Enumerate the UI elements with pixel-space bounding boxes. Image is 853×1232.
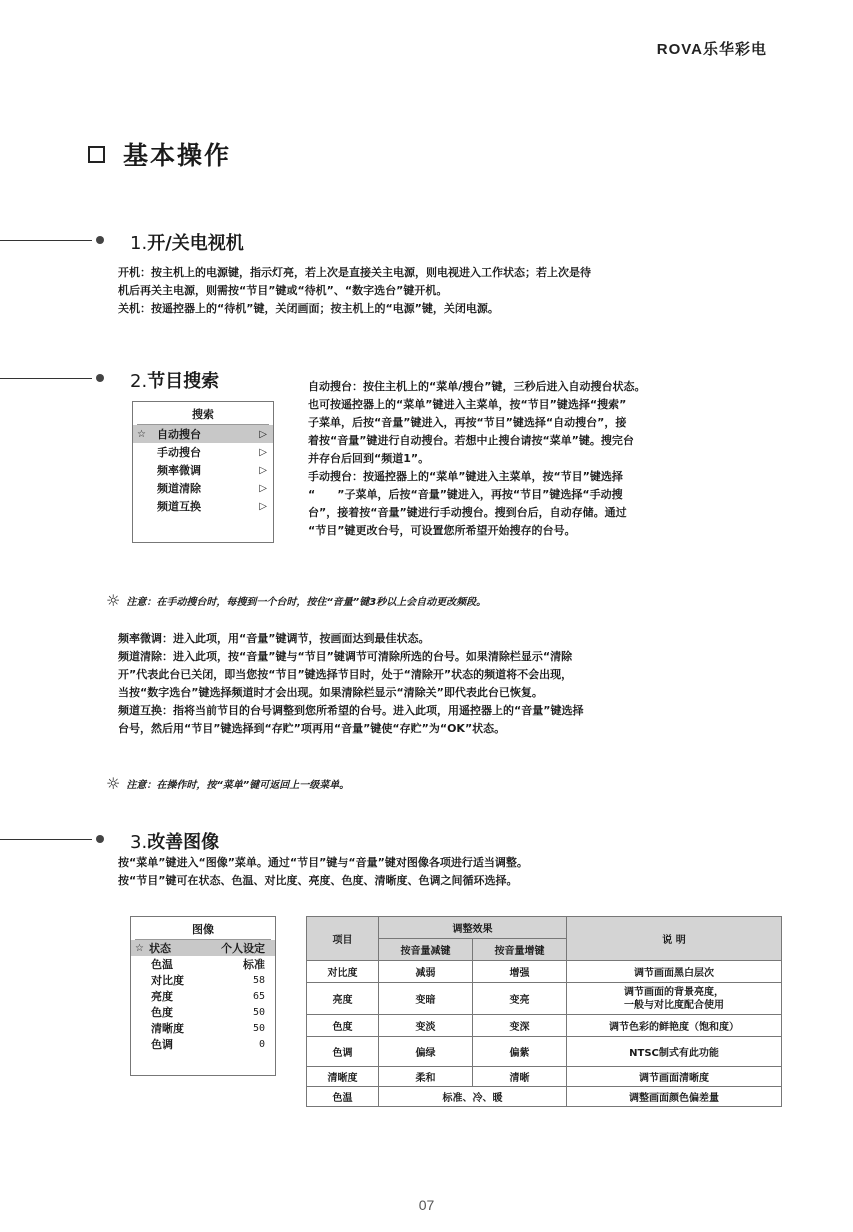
text-line: 开”代表此台已关闭，即当您按“节目”键选择节目时，处于“清除开”状态的频道将不会出现，: [118, 668, 573, 681]
table-cell: 清晰: [473, 1067, 567, 1087]
section-2-bullet-icon: [96, 374, 104, 382]
text-line: 频道清除：进入此项，按“音量”键与“节目”键调节可清除所选的台号。如果清除栏显示“清除: [118, 650, 573, 663]
table-row: [307, 1037, 782, 1067]
arrow-right-icon: ▷: [259, 464, 267, 476]
section-3-bullet-icon: [96, 835, 104, 843]
menu-item-manual-search[interactable]: [133, 443, 273, 461]
table-row: [307, 1087, 782, 1107]
image-menu-value: 50: [252, 1006, 265, 1018]
note-1-text: 注意：在手动搜台时，每搜到一个台时，按住“音量”键3秒以上会自动更改频段。: [126, 597, 487, 608]
section-2-title: [130, 367, 219, 393]
text-line: 频率微调：进入此项，用“音量”键调节，按画面达到最佳状态。: [118, 632, 430, 645]
section-2-details: [118, 630, 798, 738]
arrow-right-icon: ▷: [259, 500, 267, 512]
section-3-title: [130, 828, 219, 854]
image-menu-key: 色度: [151, 1006, 173, 1019]
selected-marker-icon: ☆: [135, 942, 144, 954]
text-line: 着按“音量”键进行自动搜台。若想中止搜台请按“菜单”键。搜完台: [308, 434, 634, 447]
table-cell: 色调: [307, 1037, 379, 1067]
text-line: “ ”子菜单，后按“音量”键进入，再按“节目”键选择“手动搜: [308, 488, 623, 501]
table-cell: 偏紫: [473, 1037, 567, 1067]
text-line: 当按“数字选台”键选择频道时才会出现。如果清除栏显示“清除关”即代表此台已恢复。: [118, 686, 543, 699]
table-header-effect: 调整效果: [379, 917, 567, 939]
table-cell: 标准、冷、暖: [379, 1087, 567, 1107]
text-line: 关机：按遥控器上的“待机”键，关闭画面；按主机上的“电源”键，关闭电源。: [118, 302, 499, 315]
menu-item-label: 频道清除: [157, 482, 201, 495]
text-line: 频道互换：指将当前节目的台号调整到您所希望的台号。进入此项，用遥控器上的“音量”键选择: [118, 704, 584, 717]
section-2-rule: [0, 378, 92, 379]
image-menu-row[interactable]: [131, 972, 275, 988]
section-2-title-text: 节目搜索: [147, 371, 220, 392]
text-line: 按“菜单”键进入“图像”菜单。通过“节目”键与“音量”键对图像各项进行适当调整。: [118, 856, 528, 869]
image-menu-value: 个人设定: [221, 942, 265, 955]
table-cell: 偏绿: [379, 1037, 473, 1067]
image-menu-row[interactable]: [131, 1036, 275, 1052]
image-menu-key: 亮度: [151, 990, 173, 1003]
text-line: “节目”键更改台号，可设置您所希望开始搜存的台号。: [308, 524, 576, 537]
table-cell: 增强: [473, 961, 567, 983]
menu-item-fine-tune[interactable]: [133, 461, 273, 479]
table-header-dec: 按音量减键: [379, 939, 473, 961]
table-cell: 变亮: [473, 983, 567, 1015]
page-title: [88, 136, 231, 172]
table-cell: [567, 983, 782, 1015]
image-menu-row[interactable]: [131, 940, 275, 956]
image-menu-value: 65: [252, 990, 265, 1002]
note-2: [106, 774, 349, 793]
text-line: 台”，接着按“音量”键进行手动搜台。搜到台后，自动存储。通过: [308, 506, 627, 519]
sun-icon: ☼: [106, 774, 121, 793]
text-line: 台号，然后用“节目”键选择到“存贮”项再用“音量”键使“存贮”为“OK”状态。: [118, 722, 506, 735]
section-2-number: 2.: [130, 371, 148, 392]
menu-item-label: 频道互换: [157, 500, 201, 513]
page-title-text: 基本操作: [123, 141, 232, 170]
table-cell: 变淡: [379, 1015, 473, 1037]
text-line: 自动搜台：按住主机上的“菜单/搜台”键，三秒后进入自动搜台状态。: [308, 380, 646, 393]
section-3-title-text: 改善图像: [147, 832, 220, 853]
image-menu-value: 标准: [243, 958, 265, 971]
section-1-body: [118, 264, 798, 318]
arrow-right-icon: ▷: [259, 446, 267, 458]
menu-item-channel-clear[interactable]: [133, 479, 273, 497]
image-menu-key: 对比度: [151, 974, 184, 987]
table-cell: 变深: [473, 1015, 567, 1037]
table-cell: 对比度: [307, 961, 379, 983]
square-bullet-icon: [88, 146, 105, 163]
image-menu-row[interactable]: [131, 1020, 275, 1036]
text-line: 机后再关主电源，则需按“节目”键或“待机”、“数字选台”键开机。: [118, 284, 448, 297]
section-1-bullet-icon: [96, 236, 104, 244]
arrow-right-icon: ▷: [259, 482, 267, 494]
table-cell: 减弱: [379, 961, 473, 983]
menu-item-label: 手动搜台: [157, 446, 201, 459]
image-menu-key: 色温: [151, 958, 173, 971]
table-row: [307, 1015, 782, 1037]
image-menu-row[interactable]: [131, 988, 275, 1004]
note-1: [106, 591, 486, 610]
image-menu: [130, 916, 276, 1076]
text-line: 并存台后回到“频道1”。: [308, 452, 430, 465]
adjustment-table: [306, 916, 782, 1107]
section-2-body: [308, 378, 788, 540]
section-3-number: 3.: [130, 832, 148, 853]
table-cell-line: 一般与对比度配合使用: [624, 999, 724, 1011]
table-cell: 调整画面颜色偏差量: [567, 1087, 782, 1107]
table-cell-line: 调节画面的背景亮度，: [624, 986, 724, 998]
menu-item-auto-search[interactable]: [133, 425, 273, 443]
selected-marker-icon: ☆: [137, 428, 146, 440]
text-line: 也可按遥控器上的“菜单”键进入主菜单，按“节目”键选择“搜索”: [308, 398, 627, 411]
table-cell: 调节画面黑白层次: [567, 961, 782, 983]
image-menu-key: 状态: [149, 942, 171, 955]
image-menu-value: 58: [252, 974, 265, 986]
menu-item-channel-swap[interactable]: [133, 497, 273, 515]
section-1-title-text: 开/关电视机: [147, 233, 244, 254]
sun-icon: ☼: [106, 591, 121, 610]
page-number: 07: [418, 1197, 435, 1213]
image-menu-row[interactable]: [131, 1004, 275, 1020]
table-cell: 亮度: [307, 983, 379, 1015]
image-menu-row[interactable]: [131, 956, 275, 972]
table-cell: 变暗: [379, 983, 473, 1015]
table-cell: NTSC制式有此功能: [567, 1037, 782, 1067]
table-header-inc: 按音量增键: [473, 939, 567, 961]
table-cell: 柔和: [379, 1067, 473, 1087]
table-row: [307, 1067, 782, 1087]
menu-item-label: 自动搜台: [157, 428, 201, 441]
image-menu-title: 图像: [135, 917, 271, 940]
section-3-rule: [0, 839, 92, 840]
image-menu-key: 色调: [151, 1038, 173, 1051]
text-line: 手动搜台：按遥控器上的“菜单”键进入主菜单，按“节目”键选择: [308, 470, 623, 483]
section-1-title: [130, 229, 244, 255]
section-3-body: [118, 854, 798, 890]
table-cell: 色度: [307, 1015, 379, 1037]
text-line: 子菜单，后按“音量”键进入，再按“节目”键选择“自动搜台”，接: [308, 416, 627, 429]
table-header-desc: 说 明: [567, 917, 782, 961]
table-header-item: 项目: [307, 917, 379, 961]
brand-logo: ROVA乐华彩电: [656, 41, 767, 58]
image-menu-value: 0: [258, 1038, 265, 1050]
section-1-rule: [0, 240, 92, 241]
menu-item-label: 频率微调: [157, 464, 201, 477]
arrow-right-icon: ▷: [259, 428, 267, 440]
table-cell: 调节画面清晰度: [567, 1067, 782, 1087]
table-row: [307, 961, 782, 983]
search-menu: [132, 401, 274, 543]
image-menu-value: 50: [252, 1022, 265, 1034]
search-menu-title: 搜索: [137, 402, 269, 425]
text-line: 按“节目”键可在状态、色温、对比度、亮度、色度、清晰度、色调之间循环选择。: [118, 874, 518, 887]
image-menu-key: 清晰度: [151, 1022, 184, 1035]
table-cell: 色温: [307, 1087, 379, 1107]
section-1-number: 1.: [130, 233, 148, 254]
note-2-text: 注意：在操作时，按“菜单”键可返回上一级菜单。: [126, 780, 350, 791]
table-row: [307, 983, 782, 1015]
table-cell: 调节色彩的鲜艳度（饱和度）: [567, 1015, 782, 1037]
table-cell: 清晰度: [307, 1067, 379, 1087]
text-line: 开机：按主机上的电源键，指示灯亮，若上次是直接关主电源，则电视进入工作状态；若上次是待: [118, 266, 591, 279]
